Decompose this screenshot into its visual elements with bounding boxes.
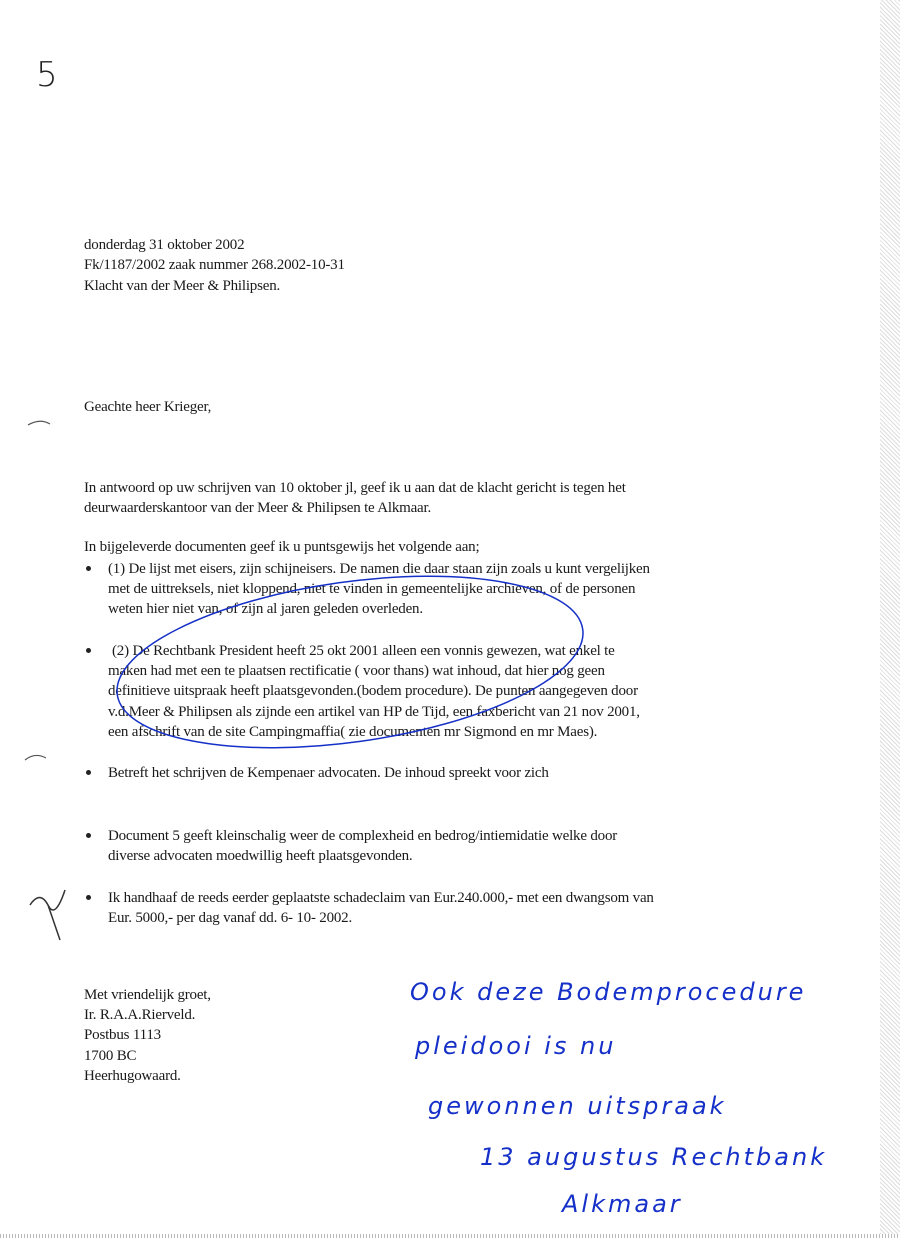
ink-circle-annotation <box>106 550 594 774</box>
bullet-icon <box>86 833 91 838</box>
margin-mark <box>28 421 50 425</box>
handwritten-note-line: Alkmaar <box>562 1190 683 1218</box>
bullet-line: maken had met een te plaatsen rectificatie ( voor thans) wat inhoud, dat hier nog geen <box>108 663 605 679</box>
bullet-line: Betreft het schrijven de Kempenaer advocaten. De inhoud spreekt voor zich <box>108 765 549 781</box>
signatory-name: Ir. R.A.A.Rierveld. <box>84 1007 196 1023</box>
greeting: Geachte heer Krieger, <box>84 399 212 415</box>
list-intro: In bijgeleverde documenten geef ik u puntsgewijs het volgende aan; <box>84 539 480 555</box>
address-line: Postbus 1113 <box>84 1027 161 1043</box>
bullet-line: Document 5 geeft kleinschalig weer de complexheid en bedrog/intiemidatie welke door <box>108 828 618 844</box>
bullet-line: een afschrift van de site Campingmaffia( zie documenten mr Sigmond en mr Maes). <box>108 724 598 740</box>
bullet-line: definitieve uitspraak heeft plaatsgevonden.(bodem procedure). De punten aangegeven door <box>108 683 638 699</box>
handwritten-note-line: pleidooi is nu <box>415 1032 617 1060</box>
letter-reference: Fk/1187/2002 zaak nummer 268.2002-10-31 <box>84 257 345 273</box>
bullet-line: weten hier niet van, of zijn al jaren geleden overleden. <box>108 601 423 617</box>
bullet-line: met de uittreksels, niet kloppend, niet te vinden in gemeentelijke archieven, of de personen <box>108 581 636 597</box>
handwritten-note-line: Ook deze Bodemprocedure <box>410 978 807 1006</box>
handwritten-note-line: 13 augustus Rechtbank <box>480 1143 828 1171</box>
intro-line: deurwaarderskantoor van der Meer & Philipsen te Alkmaar. <box>84 500 432 516</box>
bullet-line: (1) De lijst met eisers, zijn schijneisers. De namen die daar staan zijn zoals u kunt vergelijken <box>108 561 650 577</box>
closing-line: Met vriendelijk groet, <box>84 987 211 1003</box>
bullet-line: v.d.Meer & Philipsen als zijnde een artikel van HP de Tijd, een faxbericht van 21 nov 2001, <box>108 704 640 720</box>
address-line: Heerhugowaard. <box>84 1068 181 1084</box>
letter-date: donderdag 31 oktober 2002 <box>84 237 245 253</box>
letter-subject: Klacht van der Meer & Philipsen. <box>84 278 281 294</box>
bullet-icon <box>86 770 91 775</box>
bullet-line: Ik handhaaf de reeds eerder geplaatste schadeclaim van Eur.240.000,- met een dwangsom van <box>108 890 654 906</box>
bullet-line: Eur. 5000,- per dag vanaf dd. 6- 10- 2002. <box>108 910 353 926</box>
bullet-line: (2) De Rechtbank President heeft 25 okt 2001 alleen een vonnis gewezen, wat enkel te <box>112 643 615 659</box>
margin-check-mark <box>30 890 65 940</box>
margin-mark <box>25 755 46 760</box>
page-number-mark: 5 <box>36 55 61 95</box>
bullet-icon <box>86 895 91 900</box>
handwritten-note-line: gewonnen uitspraak <box>428 1092 727 1120</box>
bullet-line: diverse advocaten moedwillig heeft plaatsgevonden. <box>108 848 413 864</box>
address-line: 1700 BC <box>84 1048 137 1064</box>
intro-line: In antwoord op uw schrijven van 10 oktober jl, geef ik u aan dat de klacht gericht is tegen het <box>84 480 626 496</box>
